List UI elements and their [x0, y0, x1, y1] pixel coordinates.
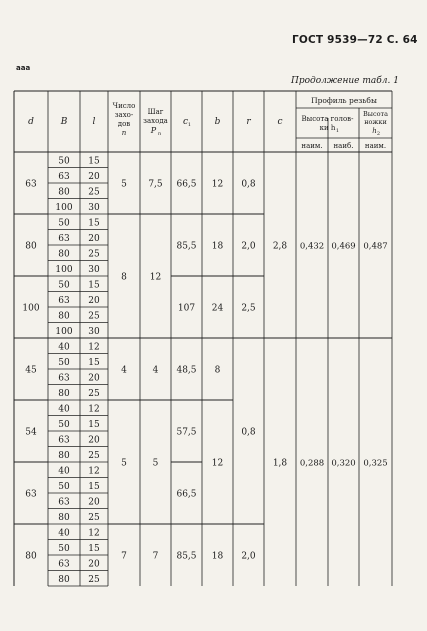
- cell-b-value: 80: [58, 451, 70, 461]
- cell-l-value: 12: [88, 466, 100, 477]
- cell-l-value: 30: [88, 203, 100, 213]
- cell-b-value: 80: [58, 513, 70, 523]
- cell-l-value: 15: [88, 280, 100, 291]
- cell-b-width-value: 24: [211, 303, 224, 314]
- cell-starts-value: 5: [121, 179, 127, 190]
- h2-min-header: наим.: [364, 142, 387, 150]
- cell-b-value: 63: [58, 559, 70, 570]
- cell-l-value: 20: [88, 559, 100, 570]
- cell-l-value: 20: [88, 435, 100, 446]
- cell-b-value: 80: [58, 187, 70, 198]
- cell-h1-min-value: 0,432: [299, 241, 325, 252]
- cell-starts-value: 5: [121, 458, 127, 469]
- col-r-header: r: [246, 117, 251, 127]
- cell-pitch-value: 7,5: [148, 179, 163, 190]
- cell-c1-value: 48,5: [176, 365, 197, 376]
- head-height-header: Высота голов-: [301, 115, 354, 123]
- cell-b-value: 40: [58, 466, 70, 477]
- cell-l-value: 20: [88, 497, 100, 508]
- cell-r-value: 2,5: [241, 303, 256, 314]
- cell-b-value: 63: [58, 435, 70, 446]
- cell-b-value: 50: [58, 482, 70, 492]
- cell-starts-value: 7: [121, 551, 127, 562]
- thread-profile-header: Профиль резьбы: [311, 96, 377, 105]
- cell-b-value: 50: [58, 280, 70, 291]
- cell-l-value: 20: [88, 234, 100, 244]
- col-c1-header: 1: [187, 122, 192, 128]
- cell-b-value: 40: [58, 404, 70, 415]
- cell-b-width-value: 12: [211, 458, 224, 469]
- cell-starts-value: 4: [121, 365, 127, 376]
- head-height-header: ки h: [319, 124, 336, 132]
- cell-l-value: 25: [88, 389, 100, 399]
- leg-height-header: Высота: [363, 110, 388, 118]
- cell-l-value: 15: [88, 156, 100, 167]
- cell-h1-max-value: 0,320: [331, 458, 356, 469]
- cell-l-value: 25: [88, 187, 100, 198]
- standard-reference: ГОСТ 9539—72 С. 64: [292, 34, 418, 46]
- cell-b-value: 80: [58, 311, 70, 322]
- leg-height-header: h: [372, 127, 377, 135]
- table-continuation-caption: Продолжение табл. 1: [291, 76, 399, 86]
- cell-c1-value: 107: [177, 303, 196, 314]
- cell-b-value: 80: [58, 249, 70, 260]
- cell-d-value: 63: [25, 489, 37, 500]
- cell-b-value: 63: [58, 373, 70, 384]
- col-starts-header: захо-: [114, 111, 134, 119]
- cell-b-value: 63: [58, 296, 70, 306]
- cell-b-value: 40: [58, 342, 70, 353]
- leg-height-header: 2: [376, 131, 381, 137]
- col-pitch-header: захода: [143, 117, 168, 125]
- cell-r-value: 2,0: [241, 551, 256, 562]
- cell-l-value: 12: [88, 528, 100, 539]
- cell-b-value: 80: [58, 389, 70, 399]
- col-pitch-header: Шаг: [147, 108, 164, 116]
- cell-l-value: 20: [88, 373, 100, 384]
- cell-b-value: 100: [55, 265, 73, 275]
- col-l-header: l: [92, 117, 96, 127]
- cell-b-value: 100: [55, 327, 73, 337]
- col-starts-header: n: [121, 129, 127, 137]
- cell-d-value: 80: [25, 241, 37, 252]
- cell-b-value: 50: [58, 420, 70, 430]
- cell-l-value: 15: [88, 482, 100, 492]
- col-starts-header: дов: [117, 120, 131, 128]
- cell-b-value: 50: [58, 218, 70, 229]
- cell-pitch-value: 7: [152, 551, 159, 562]
- cell-d-value: 63: [25, 179, 37, 190]
- cell-c1-value: 66,5: [176, 489, 197, 500]
- cell-b-width-value: 12: [211, 179, 224, 190]
- cell-b-value: 63: [58, 234, 70, 244]
- head-height-header: 1: [335, 128, 340, 134]
- cell-b-value: 100: [55, 203, 73, 213]
- cell-l-value: 25: [88, 575, 100, 585]
- cell-b-width-value: 18: [211, 241, 224, 252]
- col-pitch-header: n: [157, 131, 162, 137]
- cell-pitch-value: 4: [152, 365, 159, 376]
- cell-l-value: 12: [88, 404, 100, 415]
- col-pitch-header: P: [150, 126, 157, 135]
- cell-b-value: 50: [58, 358, 70, 368]
- cell-b-value: 63: [58, 172, 70, 182]
- cell-l-value: 15: [88, 218, 100, 229]
- col-b-header: B: [60, 117, 68, 127]
- cell-l-value: 15: [88, 544, 100, 554]
- cell-r-value: 2,0: [241, 241, 256, 252]
- cell-d-value: 80: [25, 551, 37, 562]
- cell-c-value: 2,8: [272, 241, 288, 252]
- cell-b-value: 63: [58, 497, 70, 508]
- cell-l-value: 15: [88, 358, 100, 368]
- cell-b-value: 50: [58, 544, 70, 554]
- cell-l-value: 30: [88, 265, 100, 275]
- cell-c1-value: 66,5: [176, 179, 197, 190]
- col-b-small-header: b: [214, 117, 221, 127]
- cell-c-value: 1,8: [272, 458, 288, 469]
- cell-l-value: 15: [88, 420, 100, 430]
- cell-d-value: 45: [25, 365, 37, 376]
- cell-c1-value: 85,5: [176, 241, 197, 252]
- cell-b-width-value: 8: [214, 365, 221, 376]
- cell-c1-value: 85,5: [176, 551, 197, 562]
- cell-l-value: 20: [88, 296, 100, 306]
- cell-l-value: 25: [88, 513, 100, 523]
- cell-b-value: 80: [58, 575, 70, 585]
- cell-b-value: 50: [58, 156, 70, 167]
- cell-b-value: 40: [58, 528, 70, 539]
- cell-c1-value: 57,5: [176, 427, 197, 438]
- cell-r-value: 0,8: [241, 427, 256, 438]
- cell-pitch-value: 5: [152, 458, 159, 469]
- page-mark: ааа: [16, 64, 31, 72]
- cell-h2-min-value: 0,487: [363, 241, 388, 252]
- cell-starts-value: 8: [121, 272, 127, 283]
- leg-height-header: ножки: [364, 118, 387, 126]
- cell-d-value: 54: [25, 427, 37, 438]
- cell-h1-min-value: 0,288: [299, 458, 325, 469]
- cell-pitch-value: 12: [149, 272, 162, 283]
- col-c1-header: c: [182, 117, 189, 127]
- cell-l-value: 25: [88, 311, 100, 322]
- col-d-header: d: [28, 117, 34, 127]
- cell-b-width-value: 18: [211, 551, 224, 562]
- h1-min-header: наим.: [301, 142, 323, 150]
- cell-h1-max-value: 0,469: [331, 241, 356, 252]
- col-c-header: c: [277, 117, 283, 127]
- cell-l-value: 12: [88, 342, 100, 353]
- cell-h2-min-value: 0,325: [363, 458, 388, 469]
- cell-l-value: 30: [88, 327, 100, 337]
- cell-l-value: 25: [88, 249, 100, 260]
- h1-max-header: наиб.: [333, 142, 354, 150]
- cell-d-value: 100: [22, 303, 40, 314]
- cell-r-value: 0,8: [241, 179, 256, 190]
- cell-l-value: 20: [88, 172, 100, 182]
- col-starts-header: Число: [112, 102, 136, 110]
- cell-l-value: 25: [88, 451, 100, 461]
